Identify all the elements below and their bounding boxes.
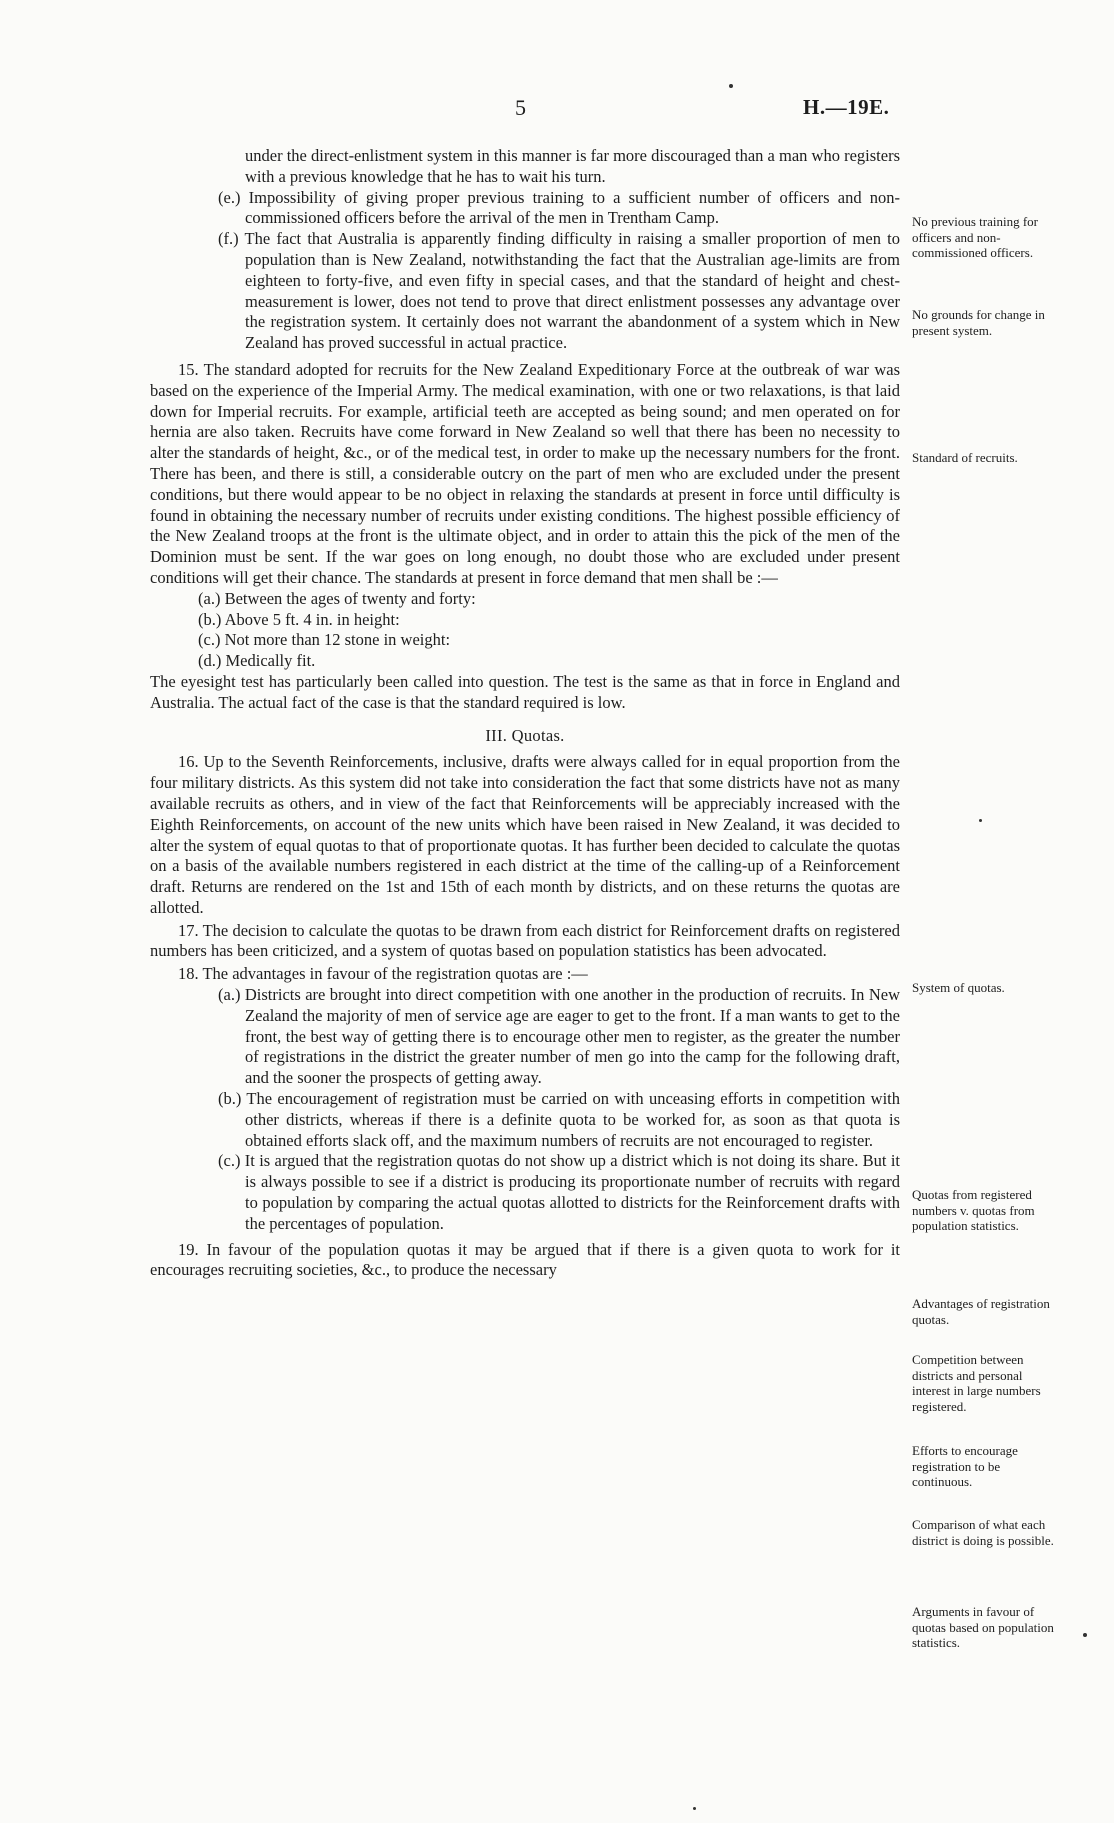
item-text: It is argued that the registration quotas do not show up a district which is not doing its share. But it is always possible to see if a district is producing its proportionate number of recruits with regard to population by comparing the actual quotas allotted to districts for the Reinforcement drafts with the percentages of population. [244,1151,901,1233]
item-text: Medically fit. [225,651,316,671]
item-label: (b.) [198,609,222,629]
advantage-item-c [150,1151,900,1234]
print-speck [1083,1633,1087,1637]
margin-note: Arguments in favour of quotas based on population statistics. [912,1604,1054,1650]
item-text: The encouragement of registration must be carried on with unceasing efforts in competition with other districts, whereas if there is a definite quota to be worked for, as soon as that quota is obtained efforts slack off, and the maximum numbers of recruits are not encouraged to register. [245,1089,900,1150]
paragraph-15: 15. The standard adopted for recruits for the New Zealand Expeditionary Force at the outbreak of war was based on the experience of the Imperial Army. The medical examination, with one or two relaxations, is that laid down for Imperial recruits. For example, artificial teeth are accepted as being sound; and men operated on for hernia are also taken. Recruits have come forward in New Zealand so well that there has been no necessity to alter the standards of height, &c., or of the medical test, in order to make up the necessary numbers for the front. There has been, and there is still, a considerable outcry on the part of men who are excluded under the present conditions, but there would appear to be no object in relaxing the standards at present in force until difficulty is found in obtaining the necessary number of recruits under existing conditions. The highest possible efficiency of the New Zealand troops at the front is the ultimate object, and in order to attain this the pick of the men of the Dominion must be sent. If the war goes on long enough, no doubt those who are excluded under present conditions will get their chance. The standards at present in force demand that men shall be :— [150,359,900,587]
margin-note: System of quotas. [912,980,1005,995]
item-label: (c.) [218,1151,241,1171]
page-header [0,95,1114,125]
margin-note: Efforts to encourage registration to be continuous. [912,1443,1018,1489]
paragraph-19: 19. In favour of the population quotas it may be argued that if there is a given quota to work for it encourages recruiting societies, &c., to produce the necessary [150,1239,900,1280]
margin-note: No grounds for change in present system. [912,307,1045,338]
margin-note: Advantages of registration quotas. [912,1296,1050,1327]
margin-note: Standard of recruits. [912,450,1018,465]
item-text: Impossibility of giving proper previous training to a sufficient number of officers and non-commissioned officers before the arrival of the men in Trentham Camp. [245,187,901,228]
item-text: Between the ages of twenty and forty: [224,588,476,608]
item-label: (f.) [218,229,239,249]
item-label: (e.) [218,187,241,207]
item-label: (a.) [198,588,221,608]
standard-item-b [150,610,900,631]
standard-item-c [150,630,900,651]
item-text: The fact that Australia is apparently finding difficulty in raising a smaller proportion of men to population than is New Zealand, notwithstanding the fact that the Australian age-limits are from eighteen to forty-five, and even fifty in special cases, and that the standard of height and chest-measurement is lower, does not tend to prove that direct enlistment possesses any advantage over the registration system. It certainly does not warrant the abandonment of a system which in New Zealand has proved successful in actual practice. [244,229,901,353]
item-label: (c.) [198,630,221,650]
page-number: 5 [515,95,526,120]
standard-item-d [150,651,900,672]
main-text [150,146,900,1281]
eyesight-paragraph: The eyesight test has particularly been called into question. The test is the same as that in force in England and Australia. The actual fact of the case is that the standard required is low. [150,671,900,712]
paragraph-17: 17. The decision to calculate the quotas to be drawn from each district for Reinforcement drafts on registered numbers has been criticized, and a system of quotas based on population statistics has been advocated. [150,920,900,961]
list-item-e [150,188,900,230]
print-speck [979,819,982,822]
item-text: Not more than 12 stone in weight: [224,630,451,650]
item-label: (a.) [218,985,241,1005]
advantage-item-b [150,1089,900,1151]
item-label: (b.) [218,1089,242,1109]
margin-note: Comparison of what each district is doing is possible. [912,1517,1054,1548]
section-heading: III. Quotas. [485,725,565,745]
standard-item-a [150,589,900,610]
document-reference: H.—19E. [803,95,890,119]
print-speck [693,1807,696,1810]
margin-note: No previous training for officers and non-commissioned officers. [912,214,1039,260]
item-text: Districts are brought into direct competition with one another in the production of recruits. In New Zealand the majority of men of service age are eager to get to the front. If a man wants to get to the front, the best way of getting there is to encourage other men to register, as the greater the number of registrations in the district the greater number of men go into the camp for the following draft, and the sooner the prospects of getting away. [244,985,900,1088]
paragraph-18: 18. The advantages in favour of the registration quotas are :— [178,964,588,984]
advantage-item-a [150,985,900,1089]
print-speck [729,84,733,88]
paragraph-16: 16. Up to the Seventh Reinforcements, inclusive, drafts were always called for in equal proportion from the four military districts. As this system did not take into consideration the fact that some districts have not as many available recruits as others, and in view of the fact that Reinforcements will be appreciably increased with the Eighth Reinforcements, on account of the new units which have been raised in New Zealand, it was decided to alter the system of equal quotas to that of proportionate quotas. It has further been decided to calculate the quotas on a basis of the available numbers registered in each district at the time of the calling-up of a Reinforcement draft. Returns are rendered on the 1st and 15th of each month by districts, and on these returns the quotas are allotted. [150,752,900,917]
intro-continuation: under the direct-enlistment system in this manner is far more discouraged than a man who registers with a previous knowledge that he has to wait his turn. [245,146,900,186]
margin-note: Competition between districts and personal interest in large numbers registered. [912,1352,1041,1414]
item-label: (d.) [198,651,222,671]
margin-note: Quotas from registered numbers v. quotas from population statistics. [912,1187,1035,1233]
list-item-f [150,229,900,354]
item-text: Above 5 ft. 4 in. in height: [224,609,400,629]
